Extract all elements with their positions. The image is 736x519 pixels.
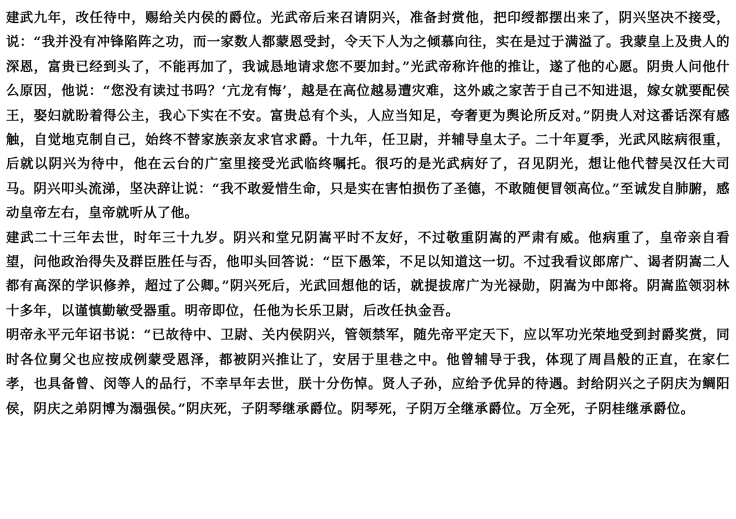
paragraph-1: 建武九年，改任待中，赐给关内侯的爵位。光武帝后来召请阴兴，准备封赏他，把印绶都摆出来了，阴兴坚决不接受，说：“我并没有冲锋陷阵之功，而一家数人都蒙恩受封，令天下人为之倾慕向往，实在是过于满溢了。我蒙皇上及贵人的深恩，富贵已经到头了，不能再加了，我诚恳地请求您不要加封。”光武帝称许他的推让，遂了他的心愿。阴贵人问他什么原因，他说：“您没有读过书吗？‘亢龙有悔’，越是在高位越易遭灾难，这外戚之家苦于自己不知进退，嫁女就要配侯王，娶妇就盼着得公主，我心下实在不安。富贵总有个头，人应当知足，夸奢更为舆论所反对。”阴贵人对这番话深有感触，自觉地克制自己，始终不替家族亲友求官求爵。十九年，任卫尉，并辅导皇太子。二十年夏季，光武风眩病很重，后就以阴兴为待中，他在云台的广室里接受光武临终嘱托。很巧的是光武病好了，召见阴光，想让他代替吴汉任大司马。阴兴叩头流涕，坚决辞让说：“我不敢爱惜生命，只是实在害怕损伤了圣德，不敢随便冒领高位。”至诚发自肺腑，感动皇帝左右，皇帝就听从了他。 <box>6 11 731 222</box>
document-body <box>6 7 730 422</box>
paragraph-2: 建武二十三年去世，时年三十九岁。阴兴和堂兄阴嵩平时不友好，不过敬重阴嵩的严肃有威。他病重了，皇帝亲自看望，问他政治得失及群臣胜任与否，他叩头回答说：“臣下愚笨，不足以知道这一切。不过我看议郎席广、谒者阴嵩二人都有高深的学识修养，超过了公卿。”阴兴死后，光武回想他的话，就提拔席广为光禄勋，阴嵩为中郎将。阴嵩监领羽林十多年，以谨慎勤敏受器重。明帝即位，任他为长乐卫尉，后改任执金吾。 <box>6 230 730 319</box>
paragraph-3: 明帝永平元年诏书说：“已故待中、卫尉、关内侯阴兴，管领禁军，随先帝平定天下，应以军功光荣地受到封爵奖赏，同时各位舅父也应按成例蒙受恩泽，都被阴兴推让了，安居于里巷之中。他曾辅导于我，体现了周昌般的正直，在家仁孝，也具备曾、闵等人的品行，不幸早年去世，朕十分伤悼。贤人子孙，应给予优异的待遇。封给阴兴之子阴庆为鲷阳侯，阴庆之弟阴博为溻强侯。”阴庆死，子阴琴继承爵位。阴琴死，子阴万全继承爵位。万全死，子阴桂继承爵位。 <box>6 328 730 417</box>
